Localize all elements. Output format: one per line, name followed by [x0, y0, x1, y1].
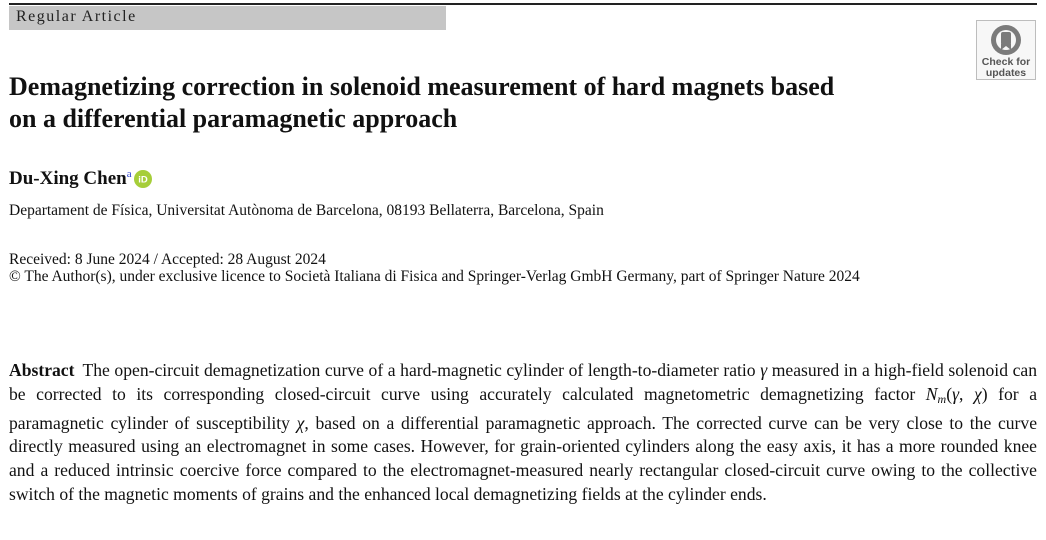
- arg-chi: χ: [973, 383, 982, 404]
- check-updates-icon: [989, 23, 1023, 57]
- orcid-label: iD: [137, 174, 148, 186]
- affiliation: Departament de Física, Universitat Autònoma de Barcelona, 08193 Bellaterra, Barcelona, Spain: [9, 202, 604, 219]
- abstract-text-3: for a paramagnetic cylinder of susceptibility: [9, 383, 1038, 433]
- copyright-notice: © The Author(s), under exclusive licence to Società Italiana di Fisica and Springer-Verlag GmbH Germany, part of Springer Nature 2024: [9, 268, 860, 285]
- top-rule: [9, 3, 1037, 5]
- paren-close: ): [981, 383, 988, 404]
- arg-gamma: γ: [952, 383, 960, 404]
- title-line-1: Demagnetizing correction in solenoid measurement of hard magnets based: [9, 72, 835, 101]
- paren-open: (: [946, 383, 953, 404]
- abstract-text-1: The open-circuit demagnetization curve of a hard-magnetic cylinder of length-to-diameter ratio: [82, 360, 756, 380]
- symbol-N-subscript: m: [937, 391, 947, 406]
- check-for-updates-button[interactable]: [976, 20, 1036, 80]
- symbol-N: N: [925, 383, 938, 404]
- article-type-label: Regular Article: [9, 6, 446, 30]
- author-line: [9, 168, 152, 194]
- affiliation-mark[interactable]: a: [126, 168, 132, 180]
- abstract-text-4: , based on a differential paramagnetic approach. The corrected curve can be very close to the curve directly measured using an electromagnet in some cases. However, for grain-oriented cylinders along the easy axis, it has a more rounded knee and a reduced intrinsic coercive force compared to the electromagnet-measured nearly rectangular closed-circuit curve owing to the collective switch of the magnetic moments of grains and the enhanced local demagnetizing fields at the cylinder ends.: [9, 412, 1038, 504]
- abstract-label: Abstract: [9, 360, 75, 380]
- abstract-text-2: measured in a high-field solenoid can be corrected to its corresponding closed-circuit curve using accurately calculated magnetometric demagnetizing factor: [9, 360, 1038, 404]
- arg-separator: ,: [959, 383, 974, 404]
- author-name[interactable]: Du-Xing Chen: [9, 168, 127, 189]
- received-accepted-dates: Received: 8 June 2024 / Accepted: 28 August 2024: [9, 251, 326, 268]
- orcid-icon[interactable]: [134, 170, 152, 194]
- title-line-2: on a differential paramagnetic approach: [9, 104, 458, 133]
- paper-title: [9, 71, 909, 135]
- abstract: [9, 359, 1037, 507]
- symbol-chi: χ: [296, 412, 305, 433]
- check-updates-line2: updates: [985, 67, 1027, 79]
- symbol-gamma: γ: [760, 360, 768, 380]
- check-updates-line1: Check for: [981, 56, 1031, 68]
